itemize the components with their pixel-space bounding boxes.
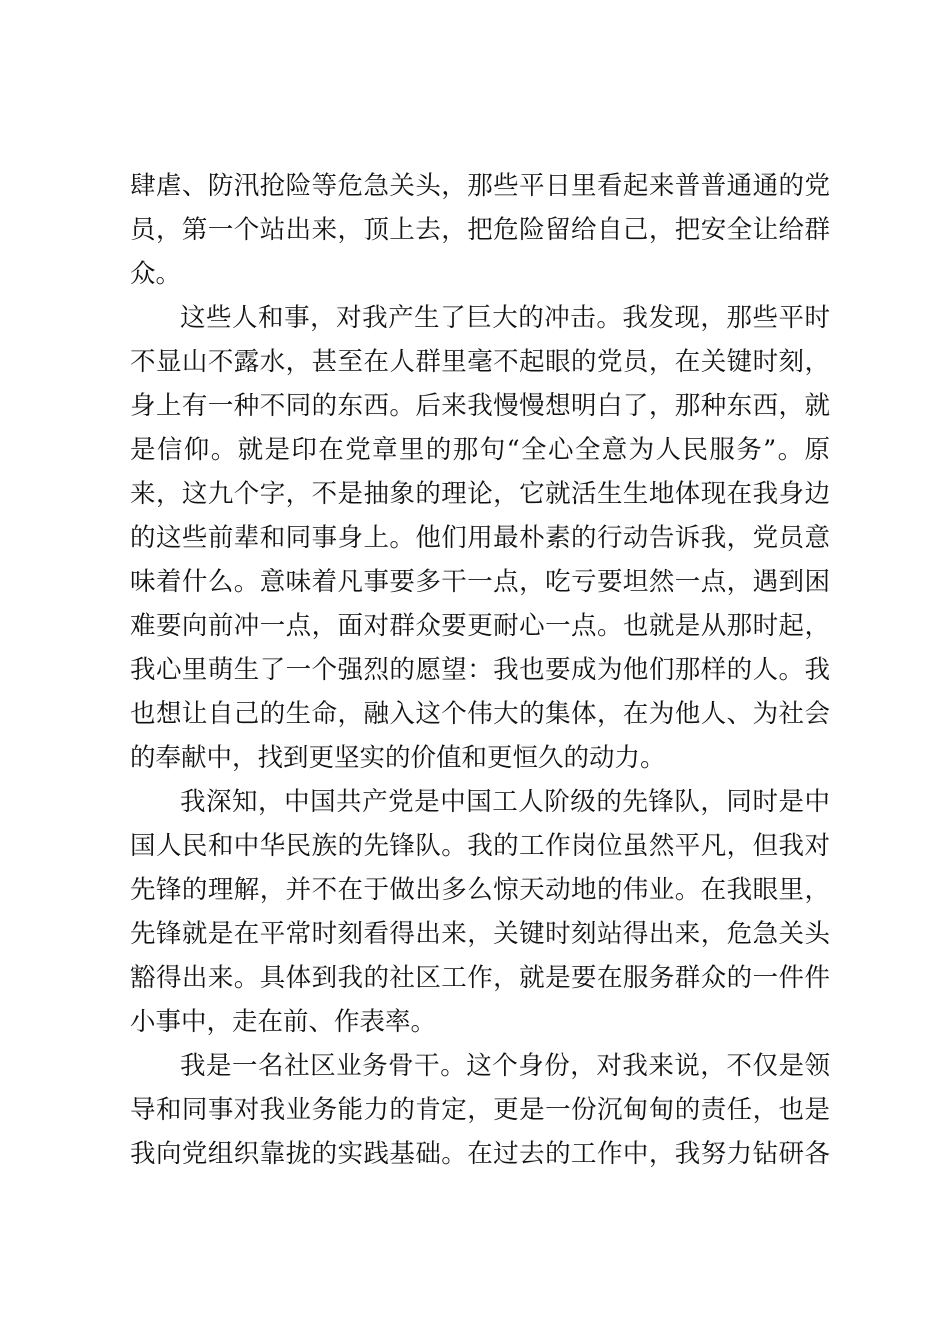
text-line: 先锋就是在平常时刻看得出来，关键时刻站得出来，危急关头 xyxy=(130,919,830,949)
text-line: 的这些前辈和同事身上。他们用最朴素的行动告诉我，党员意 xyxy=(130,523,830,553)
text-line: 不显山不露水，甚至在人群里毫不起眼的党员，在关键时刻， xyxy=(130,347,830,377)
text-line: 我向党组织靠拢的实践基础。在过去的工作中，我努力钻研各 xyxy=(130,1139,830,1169)
paragraph-first-line: 这些人和事，对我产生了巨大的冲击。我发现，那些平时 xyxy=(180,303,830,333)
text-line: 国人民和中华民族的先锋队。我的工作岗位虽然平凡，但我对 xyxy=(130,831,830,861)
text-line: 先锋的理解，并不在于做出多么惊天动地的伟业。在我眼里， xyxy=(130,875,830,905)
text-line: 味着什么。意味着凡事要多干一点，吃亏要坦然一点，遇到困 xyxy=(130,567,830,597)
paragraph-first-line: 我是一名社区业务骨干。这个身份，对我来说，不仅是领 xyxy=(180,1051,830,1081)
text-line: 难要向前冲一点，面对群众要更耐心一点。也就是从那时起， xyxy=(130,611,830,641)
text-line: 也想让自己的生命，融入这个伟大的集体，在为他人、为社会 xyxy=(130,699,830,729)
paragraph-first-line: 我深知，中国共产党是中国工人阶级的先锋队，同时是中 xyxy=(180,787,830,817)
text-line: 的奉献中，找到更坚实的价值和更恒久的动力。 xyxy=(130,743,666,773)
text-line: 我心里萌生了一个强烈的愿望：我也要成为他们那样的人。我 xyxy=(130,655,830,685)
text-line: 小事中，走在前、作表率。 xyxy=(130,1007,437,1037)
text-line: 来，这九个字，不是抽象的理论，它就活生生地体现在我身边 xyxy=(130,479,830,509)
text-line: 员，第一个站出来，顶上去，把危险留给自己，把安全让给群 xyxy=(130,215,830,245)
text-line: 是信仰。就是印在党章里的那句“全心全意为人民服务”。原 xyxy=(130,435,830,465)
text-line: 肆虐、防汛抢险等危急关头，那些平日里看起来普普通通的党 xyxy=(130,171,830,201)
text-line: 众。 xyxy=(130,259,182,289)
text-line: 导和同事对我业务能力的肯定，更是一份沉甸甸的责任，也是 xyxy=(130,1095,830,1125)
text-line: 豁得出来。具体到我的社区工作，就是要在服务群众的一件件 xyxy=(130,963,830,993)
text-line: 身上有一种不同的东西。后来我慢慢想明白了，那种东西，就 xyxy=(130,391,830,421)
